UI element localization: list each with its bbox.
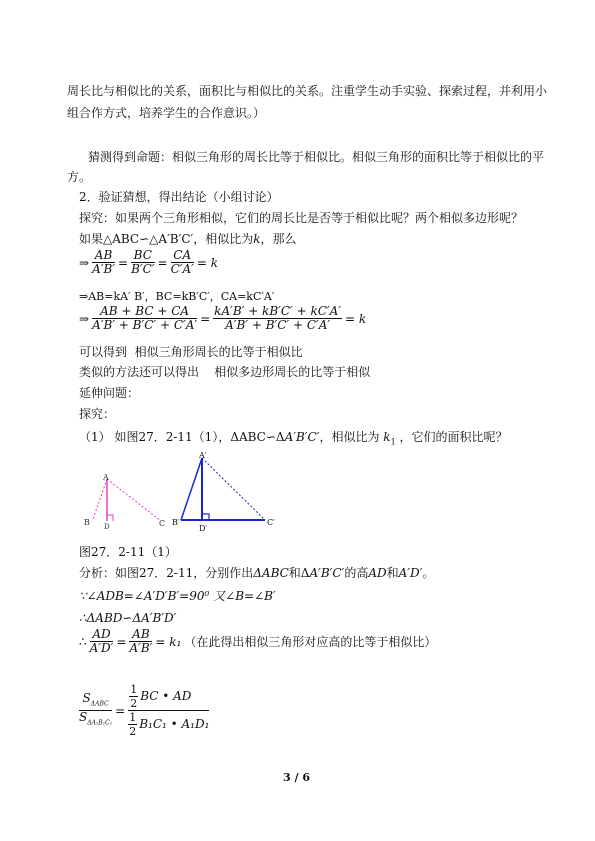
text-line-19: ∴ΔABD∽ΔA′B′D′: [79, 611, 177, 625]
text-line-15: [79, 430, 508, 449]
equals-k1: = k₁: [155, 634, 182, 649]
label-b-prime: B′: [172, 518, 180, 527]
text-line-4: 方。: [67, 170, 92, 184]
equals-sign: =: [157, 255, 168, 270]
denominator: A′B′ + B′C′ + C′A′: [225, 318, 331, 332]
fraction-half-products: [128, 683, 209, 738]
ratio-k1-subscript: 1: [390, 437, 396, 447]
text-line-17f: AD: [368, 566, 387, 580]
denominator: A′B′ + B′C′ + C′A′: [92, 318, 198, 332]
text-line-15c: ，相似比为: [319, 430, 380, 444]
text-line-11: [79, 345, 303, 360]
denominator: A′B′: [92, 262, 115, 276]
left-side-ac: [107, 479, 161, 521]
numerator: AB: [129, 628, 152, 642]
triangle-figure: [75, 450, 295, 532]
text-line-11b: 相似三角形周长的比等于相似比: [134, 345, 303, 359]
text-line-12a: 类似的方法还可以得出: [79, 365, 200, 379]
fraction-k-perimeter: [213, 305, 342, 332]
numerator: 1: [130, 683, 138, 696]
text-line-9: ⇒AB=kA′ B′，BC=kB′C′，CA=kC′A′: [79, 290, 275, 303]
equals-k: = k: [196, 255, 219, 270]
fraction-ca: [171, 249, 194, 276]
fraction-bc: [131, 249, 154, 276]
right-side-ac: [202, 458, 265, 520]
equals-k: = k: [345, 311, 367, 326]
denominator: A′B′: [129, 641, 153, 655]
text-line-17e: 的高: [344, 566, 369, 580]
expression: BC • AD: [140, 689, 192, 703]
label-a-prime: A′: [199, 451, 207, 460]
implies-sign: ⇒: [79, 311, 90, 326]
left-side-ab: [93, 479, 107, 519]
page-number: 3 / 6: [283, 771, 310, 784]
fraction-ab: [92, 249, 115, 276]
denominator: A′D′: [89, 641, 114, 655]
numerator: [79, 692, 112, 711]
text-line-17a: 分析：如图27．2-11，分别作出: [79, 566, 254, 580]
text-line-6: 探究：如果两个三角形相似，它们的周长比是否等于相似比呢？两个相似多边形呢？: [79, 211, 524, 225]
text-line-7b: ，那么: [260, 232, 297, 246]
fraction-ad: [90, 628, 114, 655]
text-line-18: ∵∠ADB=∠A′D′B′=90⁰ 又∠B=∠B′: [79, 589, 276, 603]
math-row-3: [79, 628, 436, 655]
text-line-17i: 。: [422, 566, 435, 580]
text-line-15a: （1） 如图27．2-11（1），ΔABC∽Δ: [79, 430, 285, 444]
numerator: AD: [90, 628, 114, 642]
therefore-sign: ∴: [79, 634, 87, 649]
denominator: [128, 711, 209, 738]
denominator: B′C′: [131, 262, 155, 276]
figure-caption: 图27．2-11（1）: [79, 545, 177, 559]
label-a: A: [103, 473, 109, 482]
text-line-17b: ΔABC: [253, 566, 289, 580]
text-line-3: 猜测得到命题：相似三角形的周长比等于相似比。相似三角形的面积比等于相似比的平: [88, 150, 545, 164]
text-line-13: 延伸问题：: [79, 386, 140, 400]
text-line-15d: ，它们的面积比呢？: [399, 430, 508, 444]
math-row-4: [79, 683, 209, 738]
equals-sign: =: [200, 311, 211, 326]
math-row-1: [79, 249, 218, 276]
text-line-12: [79, 365, 370, 380]
fraction-ab-2: [129, 628, 152, 655]
denominator: [79, 711, 112, 729]
denominator: 2: [129, 725, 137, 738]
text-line-5: 2．验证猜想，得出结论（小组讨论）: [79, 190, 279, 204]
numerator: CA: [171, 249, 194, 263]
text-line-11a: 可以得到: [79, 345, 128, 359]
right-side-ab: [181, 458, 202, 520]
text-line-17h: A′D′: [398, 566, 423, 580]
text-line-17g: 和: [386, 566, 399, 580]
denominator: 2: [130, 697, 138, 710]
height-ratio-note: （在此得出相似三角形对应高的比等于相似比）: [184, 635, 437, 649]
numerator: AB: [92, 249, 115, 263]
numerator: 1: [129, 711, 137, 724]
numerator: kA′B′ + kB′C′ + kC′A′: [214, 304, 342, 318]
s-symbol: S: [79, 710, 88, 724]
subscript: ΔABC: [90, 700, 109, 707]
half-fraction: [129, 683, 138, 710]
subscript: ΔA₁B₁C₁: [87, 719, 113, 727]
text-line-7a: 如果△ABC∽△A′B′C′，相似比为: [79, 232, 254, 246]
label-b: B: [84, 518, 90, 527]
numerator: [128, 683, 209, 711]
left-right-angle-mark: [107, 515, 113, 521]
similarity-ratio-k: k: [253, 232, 261, 246]
text-line-2: 组合作方式，培养学生的合作意识。）: [67, 106, 266, 120]
text-line-1: 周长比与相似比的关系，面积比与相似比的关系。注重学生动手实验、探索过程，并利用小: [67, 84, 548, 98]
text-line-17d: A′B′C′: [309, 566, 345, 580]
label-c-prime: C′: [267, 518, 275, 527]
half-fraction: [128, 711, 137, 738]
equals-sign: =: [115, 703, 126, 718]
label-c: C: [159, 519, 166, 528]
fraction-perimeter: [92, 305, 197, 332]
text-line-12b: 相似多边形周长的比等于相似: [214, 365, 371, 379]
equals-sign: =: [118, 255, 129, 270]
text-line-17: [79, 566, 434, 581]
expression: B₁C₁ • A₁D₁: [139, 717, 210, 731]
numerator: AB + BC + CA: [92, 305, 197, 319]
fraction-area-ratio: [79, 692, 112, 730]
s-symbol: S: [82, 690, 91, 705]
text-line-7: [79, 232, 297, 247]
text-line-17c: 和Δ: [288, 566, 310, 580]
math-row-2: [79, 305, 366, 332]
ratio-k1: k: [383, 430, 391, 444]
implies-sign: ⇒: [79, 255, 90, 270]
label-d: D: [104, 523, 110, 531]
text-line-14: 探究：: [79, 407, 116, 421]
label-d-prime: D′: [199, 524, 208, 532]
denominator: C′A′: [170, 262, 194, 276]
equals-sign: =: [116, 634, 127, 649]
numerator: BC: [131, 249, 154, 263]
text-line-15b: A′B′C′: [284, 430, 320, 444]
